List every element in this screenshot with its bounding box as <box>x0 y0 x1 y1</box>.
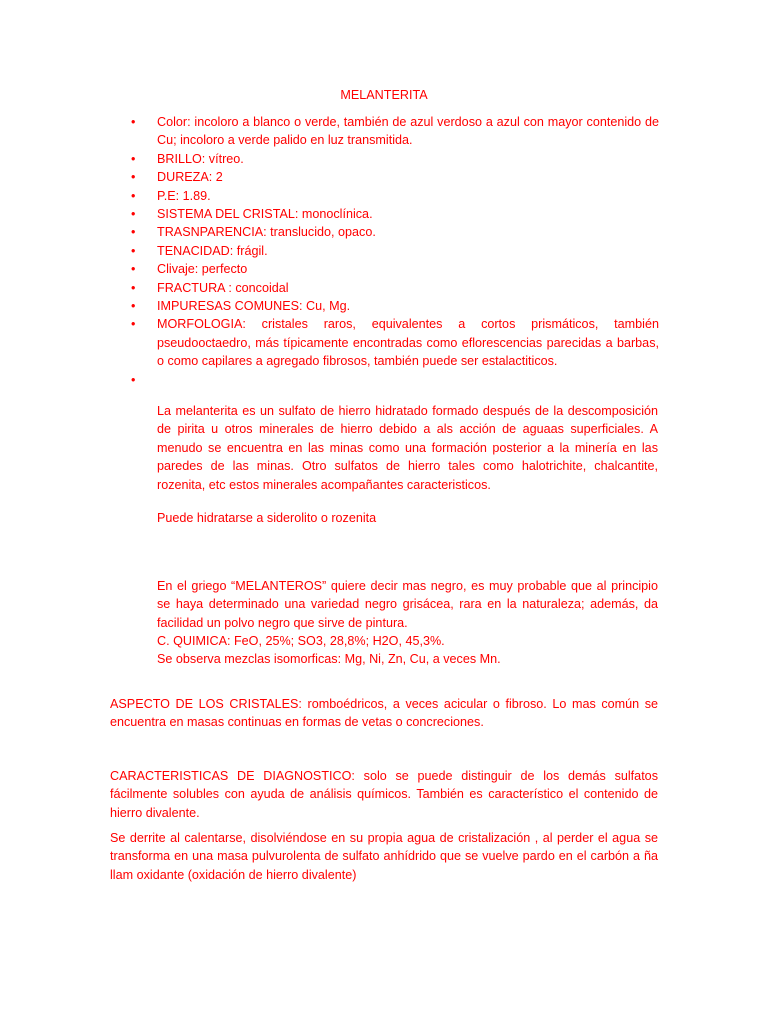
paragraph-formation: La melanterita es un sulfato de hierro hidratado formado después de la descomposición de pirita u otros minerales de hierro debido a als acción de aguaas superficiales. A menudo se encuentra en las minas como una formación posterior a la minería en las paredes de las minas. Otro sulfatos de hierro tales como halotrichite, chalcantite, rozenita, etc estos minerales acompañantes caracteristicos. <box>157 404 658 492</box>
list-item <box>131 150 659 168</box>
property-fractura: FRACTURA : concoidal <box>157 280 289 295</box>
list-item <box>131 242 659 260</box>
paragraph-chemistry: C. QUIMICA: FeO, 25%; SO3, 28,8%; H2O, 45,3%. <box>157 634 445 648</box>
paragraph-crystal-aspect: ASPECTO DE LOS CRISTALES: romboédricos, a veces acicular o fibroso. Lo mas común se encuentra en masas continuas en formas de vetas o concreciones. <box>110 697 658 730</box>
paragraph-melting: Se derrite al calentarse, disolviéndose en su propia agua de cristalización , al perder el agua se transforma en una masa pulvurolenta de sulfato anhídrido que se vuelve pardo en el carbón a ña llam oxidante (oxidación de hierro divalente) <box>110 831 658 882</box>
bullet-icon: • <box>131 225 136 240</box>
paragraph-isomorphic: Se observa mezclas isomorficas: Mg, Ni, Zn, Cu, a veces Mn. <box>157 652 501 666</box>
property-transparencia: TRASNPARENCIA: translucido, opaco. <box>157 225 376 240</box>
property-pe: P.E: 1.89. <box>157 188 211 203</box>
bullet-icon: • <box>131 372 136 387</box>
bullet-icon: • <box>131 280 136 295</box>
list-item <box>131 168 659 186</box>
list-item <box>131 279 659 297</box>
property-dureza: DUREZA: 2 <box>157 170 223 185</box>
bullet-icon: • <box>131 115 136 129</box>
property-clivaje: Clivaje: perfecto <box>157 262 248 277</box>
properties-list <box>131 113 659 387</box>
bullet-icon: • <box>131 262 136 277</box>
bullet-icon: • <box>131 243 136 258</box>
paragraph-etymology: En el griego “MELANTEROS” quiere decir mas negro, es muy probable que al principio se haya determinado una variedad negro grisácea, rara en la naturaleza; además, da facilidad un polvo negro que sirve de pintura. <box>157 579 658 630</box>
paragraph-diagnostic: CARACTERISTICAS DE DIAGNOSTICO: solo se puede distinguir de los demás sulfatos fácilmente solubles con ayuda de análisis químicos. También es característico el contenido de hierro divalente. <box>110 769 658 820</box>
list-item <box>131 260 659 278</box>
property-impurezas: IMPURESAS COMUNES: Cu, Mg. <box>157 299 351 314</box>
property-tenacidad: TENACIDAD: frágil. <box>157 243 268 258</box>
property-sistema: SISTEMA DEL CRISTAL: monoclínica. <box>157 207 373 222</box>
list-item <box>131 315 659 370</box>
list-item <box>131 223 659 241</box>
bullet-icon: • <box>131 299 136 314</box>
paragraph-hydration: Puede hidratarse a siderolito o rozenita <box>157 511 377 525</box>
list-item <box>131 205 659 223</box>
bullet-icon: • <box>131 207 136 222</box>
bullet-icon: • <box>131 151 136 166</box>
property-brillo: BRILLO: vítreo. <box>157 151 244 166</box>
list-item <box>131 187 659 205</box>
bullet-icon: • <box>131 170 136 185</box>
page-title: MELANTERITA <box>340 88 428 102</box>
property-morfologia: MORFOLOGIA: cristales raros, equivalentes a cortos prismáticos, también pseudooctaedro, más típicamente encontradas como eflorescencias parecidas a barbas, o como capilares a agregado fibrosos, también puede ser estalactiticos. <box>157 317 659 369</box>
property-color: Color: incoloro a blanco o verde, también de azul verdoso a azul con mayor contenido de Cu; incoloro a verde palido en luz transmitida. <box>157 115 659 148</box>
list-item <box>131 113 659 150</box>
bullet-icon: • <box>131 317 136 332</box>
bullet-icon: • <box>131 188 136 203</box>
list-item <box>131 297 659 315</box>
